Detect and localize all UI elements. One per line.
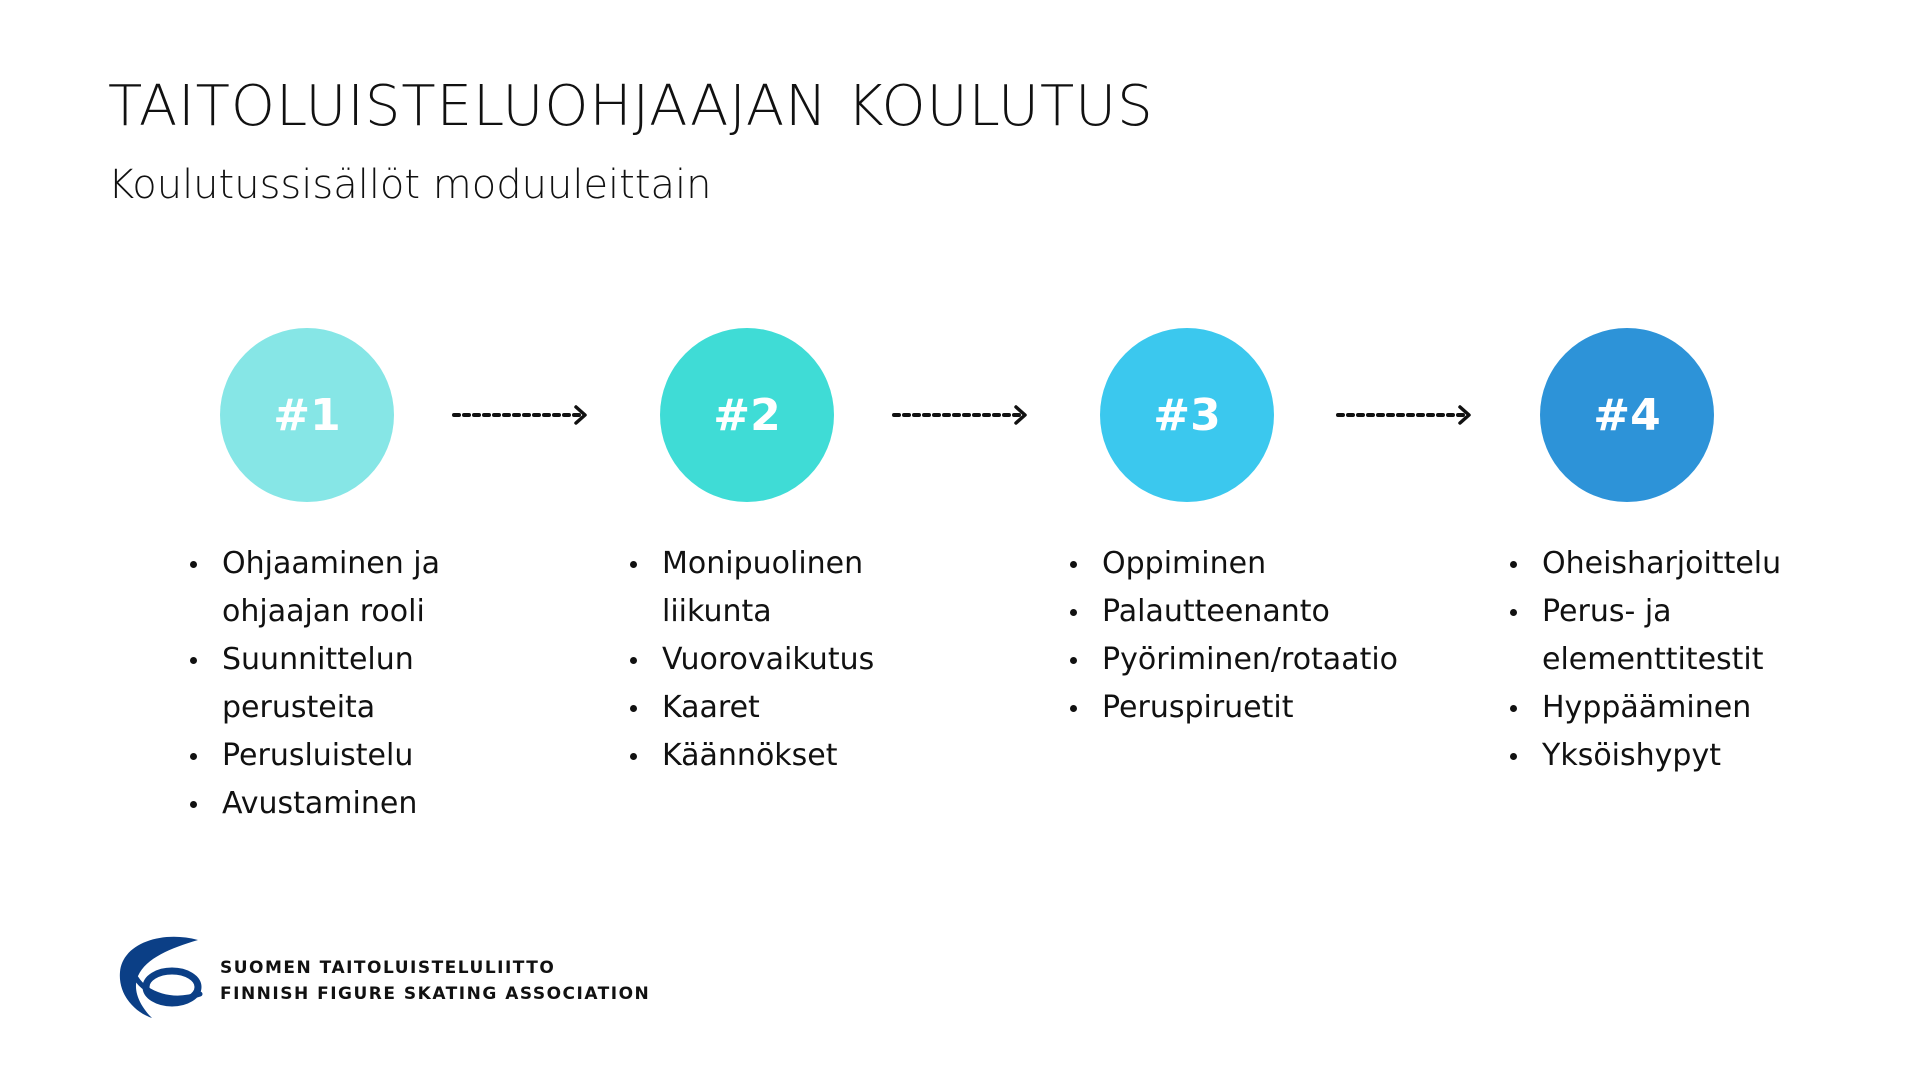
list-item: Monipuolinen liikunta [626, 540, 956, 636]
list-item: Suunnittelun perusteita [186, 636, 516, 732]
module-1-circle [220, 328, 394, 502]
module-1-list [186, 540, 516, 828]
list-item: Oheisharjoittelu [1506, 540, 1836, 588]
module-3-list [1066, 540, 1399, 732]
org-name-fi: SUOMEN TAITOLUISTELULIITTO [220, 958, 556, 978]
list-item: Ohjaaminen ja ohjaajan rooli [186, 540, 516, 636]
module-1-label: #1 [273, 389, 341, 441]
list-item: Perusluistelu [186, 732, 516, 780]
module-4-list [1506, 540, 1836, 780]
arrow-right-icon [1336, 400, 1476, 430]
list-item: Peruspiruetit [1066, 684, 1396, 732]
page-subtitle: Koulutussisällöt moduuleittain [108, 162, 712, 208]
arrow-right-icon [892, 400, 1032, 430]
list-item: Käännökset [626, 732, 956, 780]
org-name-en: FINNISH FIGURE SKATING ASSOCIATION [220, 984, 651, 1004]
list-item: Hyppääminen [1506, 684, 1836, 732]
module-2-circle [660, 328, 834, 502]
page-title: TAITOLUISTELUOHJAAJAN KOULUTUS [108, 74, 1154, 139]
list-item: Vuorovaikutus [626, 636, 956, 684]
list-item: Palautteenanto [1066, 588, 1396, 636]
module-3-circle [1100, 328, 1274, 502]
list-item: Yksöishypyt [1506, 732, 1836, 780]
list-item: Avustaminen [186, 780, 516, 828]
module-4-circle [1540, 328, 1714, 502]
module-4-label: #4 [1593, 389, 1661, 441]
list-item: Perus- ja elementtitestit [1506, 588, 1836, 684]
list-item: Oppiminen [1066, 540, 1396, 588]
module-2-list [626, 540, 956, 780]
skating-swirl-logo-icon [116, 932, 206, 1022]
module-2-label: #2 [713, 389, 781, 441]
list-item: Pyöriminen/rotaatio [1066, 636, 1396, 684]
arrow-right-icon [452, 400, 592, 430]
list-item: Kaaret [626, 684, 956, 732]
module-3-label: #3 [1153, 389, 1221, 441]
